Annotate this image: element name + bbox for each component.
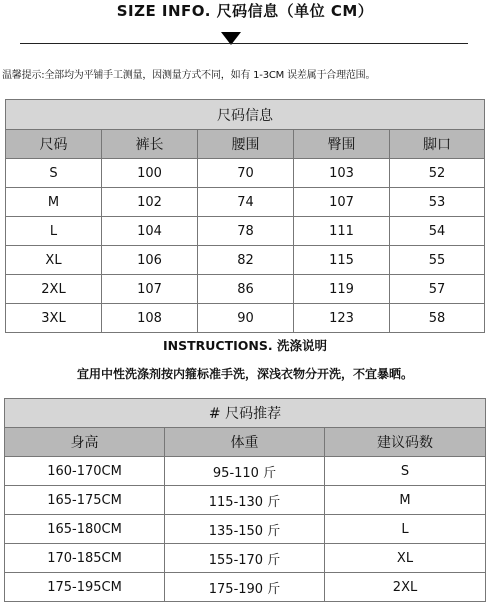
table-cell: 52 bbox=[390, 159, 485, 188]
table-row bbox=[5, 486, 486, 515]
table-cell: L bbox=[6, 217, 102, 246]
table-row bbox=[6, 159, 485, 188]
table-row bbox=[5, 573, 486, 602]
column-header: 腰围 bbox=[198, 130, 294, 159]
table-cell: 115-130 斤 bbox=[165, 486, 325, 515]
table-row bbox=[6, 217, 485, 246]
size-recommendation-table bbox=[4, 398, 486, 602]
table-cell: 155-170 斤 bbox=[165, 544, 325, 573]
header-divider bbox=[20, 43, 468, 44]
table-cell: 111 bbox=[294, 217, 390, 246]
table-cell: 2XL bbox=[325, 573, 486, 602]
table-cell: 54 bbox=[390, 217, 485, 246]
table-cell: S bbox=[325, 457, 486, 486]
table-cell: XL bbox=[6, 246, 102, 275]
table-row bbox=[6, 304, 485, 333]
table-row bbox=[5, 457, 486, 486]
table-cell: 119 bbox=[294, 275, 390, 304]
table-cell: 107 bbox=[102, 275, 198, 304]
table-cell: 107 bbox=[294, 188, 390, 217]
column-header: 身高 bbox=[5, 428, 165, 457]
size-table-title: 尺码信息 bbox=[6, 100, 485, 130]
table-cell: 123 bbox=[294, 304, 390, 333]
table-cell: 55 bbox=[390, 246, 485, 275]
table-row bbox=[5, 544, 486, 573]
instructions-text: 宜用中性洗涤剂按内箍标准手洗，深浅衣物分开洗，不宜暴晒。 bbox=[76, 367, 413, 381]
column-header: 体重 bbox=[165, 428, 325, 457]
column-header: 建议码数 bbox=[325, 428, 486, 457]
table-cell: 82 bbox=[198, 246, 294, 275]
table-cell: M bbox=[6, 188, 102, 217]
table-cell: 74 bbox=[198, 188, 294, 217]
table-row bbox=[6, 275, 485, 304]
table-cell: 170-185CM bbox=[5, 544, 165, 573]
table-cell: 104 bbox=[102, 217, 198, 246]
table-cell: 108 bbox=[102, 304, 198, 333]
table-cell: 70 bbox=[198, 159, 294, 188]
table-cell: S bbox=[6, 159, 102, 188]
table-cell: 53 bbox=[390, 188, 485, 217]
column-header: 裤长 bbox=[102, 130, 198, 159]
table-cell: M bbox=[325, 486, 486, 515]
table-cell: 90 bbox=[198, 304, 294, 333]
column-header: 脚口 bbox=[390, 130, 485, 159]
table-row bbox=[6, 188, 485, 217]
table-cell: 102 bbox=[102, 188, 198, 217]
column-header: 尺码 bbox=[6, 130, 102, 159]
table-cell: 95-110 斤 bbox=[165, 457, 325, 486]
table-cell: 2XL bbox=[6, 275, 102, 304]
table-cell: L bbox=[325, 515, 486, 544]
table-cell: 3XL bbox=[6, 304, 102, 333]
table-cell: 103 bbox=[294, 159, 390, 188]
table-cell: 165-180CM bbox=[5, 515, 165, 544]
table-cell: XL bbox=[325, 544, 486, 573]
table-cell: 86 bbox=[198, 275, 294, 304]
table-row bbox=[5, 515, 486, 544]
table-cell: 175-190 斤 bbox=[165, 573, 325, 602]
table-row bbox=[6, 246, 485, 275]
size-info-header: SIZE INFO. 尺码信息（单位 CM） bbox=[116, 2, 374, 20]
size-info-table bbox=[5, 99, 485, 333]
table-cell: 78 bbox=[198, 217, 294, 246]
table-cell: 175-195CM bbox=[5, 573, 165, 602]
table-cell: 165-175CM bbox=[5, 486, 165, 515]
table-cell: 160-170CM bbox=[5, 457, 165, 486]
table-cell: 100 bbox=[102, 159, 198, 188]
instructions-title: INSTRUCTIONS. 洗涤说明 bbox=[163, 338, 327, 353]
column-header: 臀围 bbox=[294, 130, 390, 159]
table-cell: 106 bbox=[102, 246, 198, 275]
table-cell: 135-150 斤 bbox=[165, 515, 325, 544]
measurement-tip: 温馨提示:全部均为平铺手工测量，因测量方式不同，如有 1-3CM 误差属于合理范围。 bbox=[2, 70, 376, 81]
table-cell: 58 bbox=[390, 304, 485, 333]
recommend-table-title: # 尺码推荐 bbox=[5, 399, 486, 428]
table-cell: 57 bbox=[390, 275, 485, 304]
table-cell: 115 bbox=[294, 246, 390, 275]
